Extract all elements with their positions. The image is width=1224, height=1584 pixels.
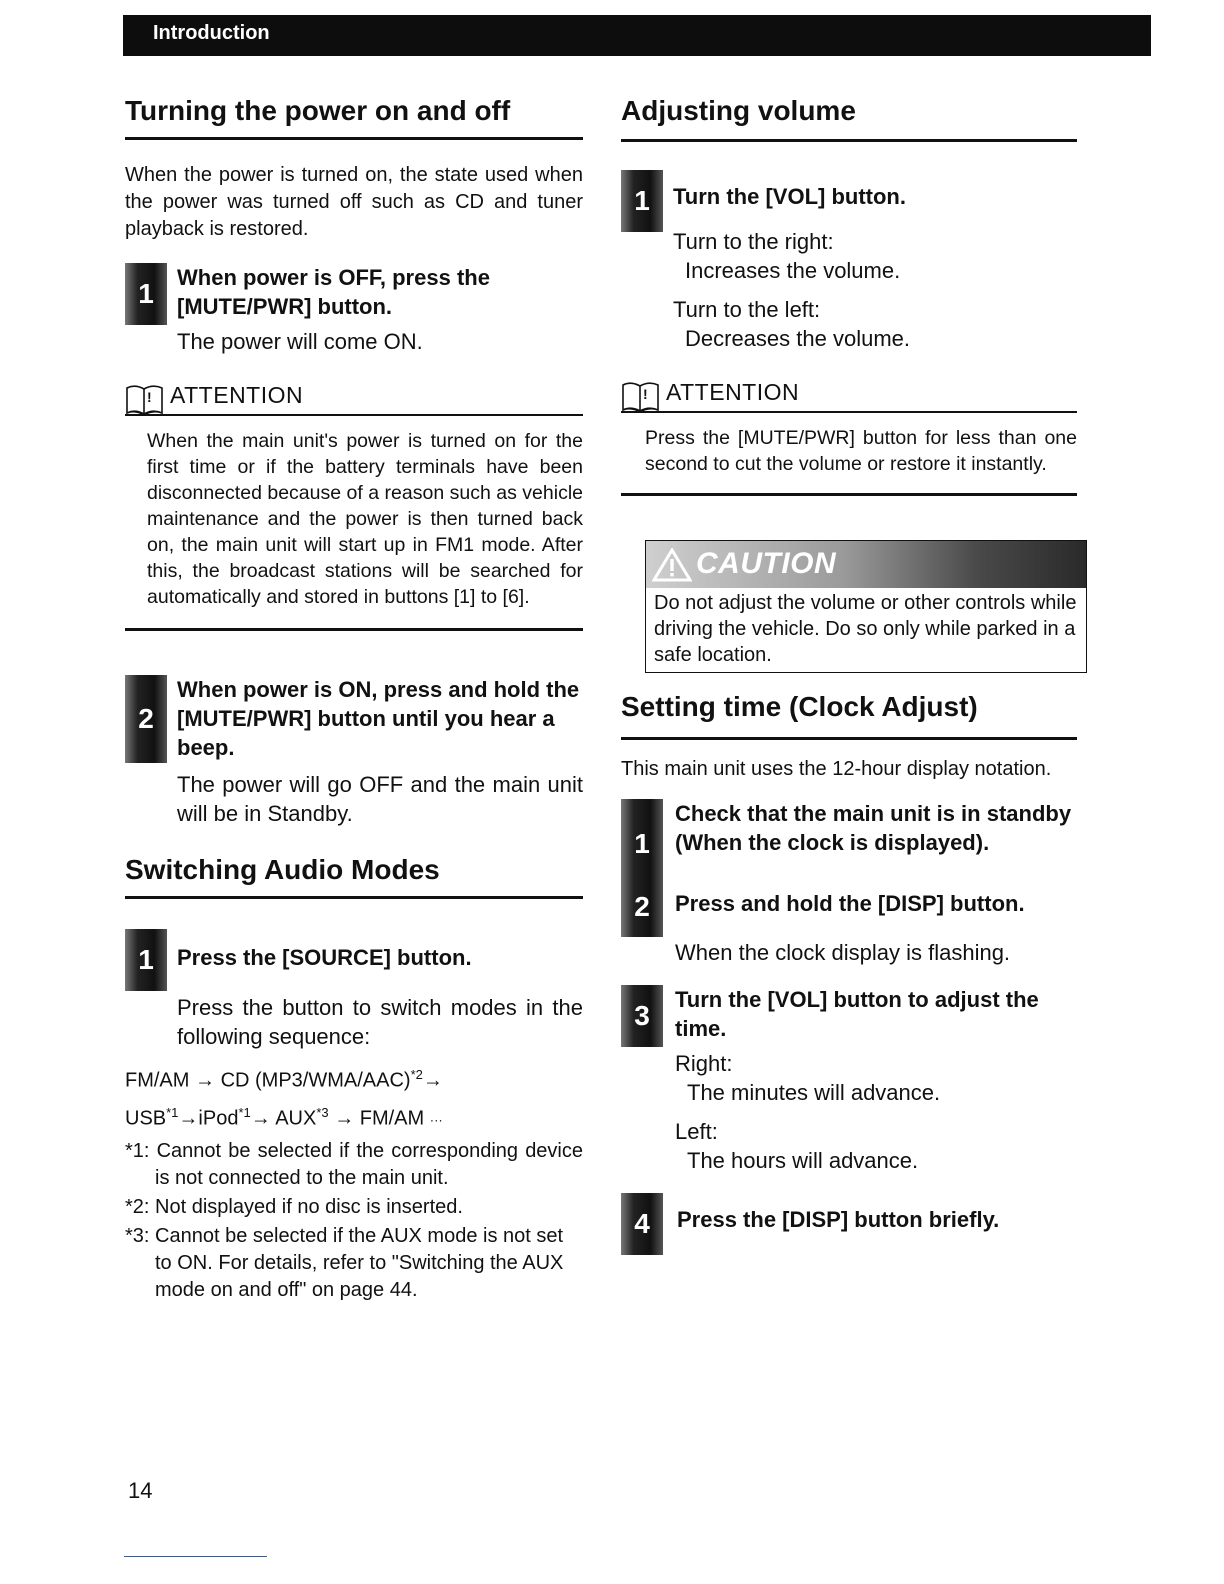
- left-text: The hours will advance.: [687, 1148, 919, 1173]
- attention-divider: [125, 628, 583, 631]
- step-body: [673, 227, 1077, 353]
- clock-step-4: [621, 1193, 1077, 1239]
- right-column: [621, 95, 1077, 1239]
- caution-text: Do not adjust the volume or other controls while driving the vehicle. Do so only while parked in a safe location.: [654, 592, 1077, 666]
- footnote-2: *2: Not displayed if no disc is inserted.: [125, 1196, 463, 1219]
- footer-rule: [124, 1556, 267, 1557]
- svg-text:!: !: [643, 386, 648, 402]
- footnote-3: *3: Cannot be selected if the AUX mode is not set to ON. For details, refer to "Switching the AUX mode on and off" on page 44.: [125, 1225, 564, 1302]
- seq-fmam: FM/AM: [125, 1069, 190, 1092]
- step-title: Turn the [VOL] button.: [673, 184, 906, 209]
- step-number-badge: 1: [125, 929, 167, 991]
- step-title: Press the [SOURCE] button.: [177, 945, 472, 970]
- footnote-ref: *2: [410, 1067, 423, 1082]
- footnote-ref: *3: [316, 1104, 329, 1120]
- clock-intro: This main unit uses the 12-hour display notation.: [621, 758, 1052, 780]
- seq-ipod: iPod: [198, 1107, 239, 1130]
- seq-aux: AUX: [275, 1107, 317, 1130]
- attention-divider: [621, 493, 1077, 496]
- left-label: Turn to the left:: [673, 297, 821, 322]
- clock-step-3: [621, 985, 1077, 1175]
- ellipsis: ···: [429, 1112, 443, 1128]
- step-title: Turn the [VOL] button to adjust the time.: [675, 987, 1039, 1041]
- footnote-1: *1: Cannot be selected if the corresponding device is not connected to the main unit.: [125, 1140, 583, 1190]
- step-number-badge: 1: [621, 799, 663, 889]
- page-number: 14: [128, 1478, 153, 1503]
- volume-section-title: Adjusting volume: [621, 95, 1077, 142]
- seq-fmam-end: FM/AM: [359, 1107, 425, 1130]
- right-label: Turn to the right:: [673, 229, 834, 254]
- arrow-icon: →: [422, 1069, 443, 1092]
- attention-book-icon: [125, 380, 165, 416]
- left-label: Left:: [675, 1119, 718, 1144]
- left-column: [125, 95, 583, 1304]
- attention-box: [621, 377, 1077, 496]
- source-sequence: [125, 1059, 583, 1135]
- step-number-badge: 3: [621, 985, 663, 1047]
- attention-header: [621, 377, 1077, 413]
- step-title: Check that the main unit is in standby (When the clock is displayed).: [675, 801, 1072, 855]
- right-text: Increases the volume.: [685, 258, 901, 283]
- seq-cd: CD (MP3/WMA/AAC): [220, 1069, 411, 1092]
- clock-step-2: [621, 877, 1077, 967]
- audio-section-title: Switching Audio Modes: [125, 854, 583, 899]
- step-body: When the clock display is flashing.: [675, 940, 1011, 965]
- step-title: When power is OFF, press the [MUTE/PWR] button.: [177, 265, 490, 319]
- svg-text:!: !: [147, 389, 152, 405]
- step-title: Press the [DISP] button briefly.: [677, 1207, 1000, 1232]
- attention-label: ATTENTION: [666, 379, 800, 405]
- section-label: Introduction: [153, 22, 270, 44]
- attention-text: Press the [MUTE/PWR] button for less than one second to cut the volume or restore it instantly.: [645, 427, 1077, 475]
- arrow-icon: →: [178, 1107, 199, 1130]
- power-section-title: Turning the power on and off: [125, 95, 583, 140]
- footnote-ref: *1: [166, 1104, 179, 1120]
- footnote-ref: *1: [238, 1104, 251, 1120]
- step-number-badge: 4: [621, 1193, 663, 1255]
- caution-label: CAUTION: [696, 547, 837, 580]
- attention-text: When the main unit's power is turned on for the first time or if the battery terminals have been disconnected because of a reason such as vehicle maintenance and the power is then turned back on, the main unit will start up in FM1 mode. After this, the broadcast stations will be searched for automatically and stored in buttons [1] to [6].: [147, 430, 583, 608]
- step-body: The power will come ON.: [177, 329, 423, 354]
- warning-triangle-icon: [652, 548, 692, 582]
- step-number-badge: 2: [621, 877, 663, 937]
- clock-step-1: [621, 799, 1077, 857]
- step-number-badge: 1: [125, 263, 167, 325]
- section-header-bar: [123, 15, 1151, 56]
- left-text: Decreases the volume.: [685, 326, 910, 351]
- arrow-icon: →: [195, 1069, 215, 1092]
- seq-usb: USB: [125, 1107, 167, 1130]
- step-title: When power is ON, press and hold the [MUTE/PWR] button until you hear a beep.: [177, 677, 580, 760]
- step-body: Press the button to switch modes in the following sequence:: [177, 995, 583, 1049]
- step-number-badge: 2: [125, 675, 167, 763]
- power-intro: When the power is turned on, the state used when the power was turned off such as CD and tuner playback is restored.: [125, 164, 583, 240]
- step-body: The power will go OFF and the main unit will be in Standby.: [177, 772, 583, 826]
- power-step-2: [125, 675, 583, 828]
- right-text: The minutes will advance.: [687, 1080, 941, 1105]
- clock-section-title: Setting time (Clock Adjust): [621, 691, 1077, 740]
- attention-header: [125, 380, 583, 416]
- caution-box: [645, 540, 1087, 673]
- step-number-badge: 1: [621, 170, 663, 232]
- right-label: Right:: [675, 1051, 733, 1076]
- volume-step-1: [621, 170, 1077, 353]
- attention-label: ATTENTION: [170, 382, 304, 408]
- caution-header: [646, 541, 1086, 588]
- step-body: [675, 1049, 1077, 1175]
- arrow-icon: →: [334, 1107, 355, 1130]
- footnotes: [125, 1138, 583, 1304]
- attention-book-icon: [621, 377, 661, 413]
- attention-box: [125, 380, 583, 631]
- power-step-1: [125, 263, 583, 356]
- step-title: Press and hold the [DISP] button.: [675, 891, 1025, 916]
- audio-step-1: [125, 929, 583, 1051]
- arrow-icon: →: [250, 1107, 271, 1130]
